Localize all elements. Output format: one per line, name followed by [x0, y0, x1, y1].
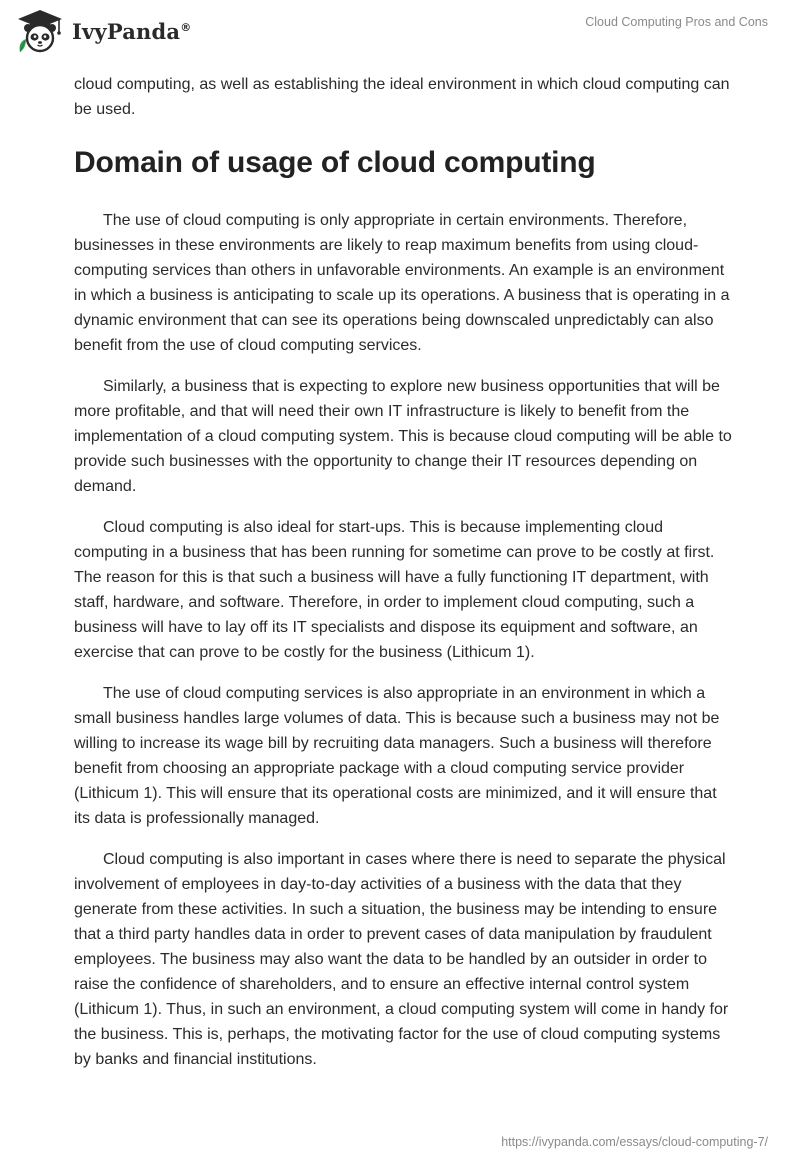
panda-graduation-icon — [14, 8, 66, 54]
paragraph: Similarly, a business that is expecting to explore new business opportunities that will be more profitable, and that will need their own IT infrastructure is likely to benefit from the implementation of a cloud computing system. This is because cloud computing will be able to provide such businesses with the opportunity to change their IT resources depending on demand. — [74, 378, 732, 495]
intro-fragment: cloud computing, as well as establishing the ideal environment in which cloud computing can be used. — [74, 76, 730, 118]
registered-mark: ® — [180, 20, 192, 34]
page-header — [0, 0, 800, 64]
source-url-link[interactable]: https://ivypanda.com/essays/cloud-computing-7/ — [501, 1135, 768, 1149]
paragraph: Cloud computing is also important in cases where there is need to separate the physical involvement of employees in day-to-day activities of a business with the data that they generate from these activities. In such a situation, the business may be intending to ensure that a third party handles data in order to prevent cases of data manipulation by fraudulent employees. The business may also want the data to be handled by an outsider in order to raise the confidence of shareholders, and to ensure an effective internal control system (Lithicum 1). Thus, in such an environment, a cloud computing system will come in handy for the business. This is, perhaps, the motivating factor for the use of cloud computing systems by banks and financial institutions. — [74, 851, 729, 1068]
essay-content — [74, 72, 734, 1088]
paragraph: The use of cloud computing is only appropriate in certain environments. Therefore, businesses in these environments are likely to reap maximum benefits from using cloud-computing services than others in unfavorable environments. An example is an environment in which a business is anticipating to scale up its operations. A business that is operating in a dynamic environment that can see its operations being downscaled unpredictably can also benefit from the use of cloud computing services. — [74, 212, 730, 354]
paragraph: Cloud computing is also ideal for start-ups. This is because implementing cloud computing in a business that has been running for sometime can prove to be costly at first. The reason for this is that such a business will have a fully functioning IT department, with staff, hardware, and software. Therefore, in order to implement cloud computing, such a business will have to lay off its IT specialists and dispose its equipment and software, an exercise that can prove to be costly for the business (Lithicum 1). — [74, 519, 715, 661]
section-heading: Domain of usage of cloud computing — [74, 146, 596, 179]
brand-name: IvyPanda® — [72, 18, 192, 44]
paragraph: The use of cloud computing services is also appropriate in an environment in which a small business handles large volumes of data. This is because such a business may not be willing to increase its wage bill by recruiting data managers. Such a business will therefore benefit from choosing an appropriate package with a cloud computing service provider (Lithicum 1). This will ensure that its operational costs are minimized, and it will ensure that its data is professionally managed. — [74, 685, 720, 827]
document-title: Cloud Computing Pros and Cons — [585, 15, 768, 29]
ivypanda-logo[interactable] — [14, 8, 191, 54]
